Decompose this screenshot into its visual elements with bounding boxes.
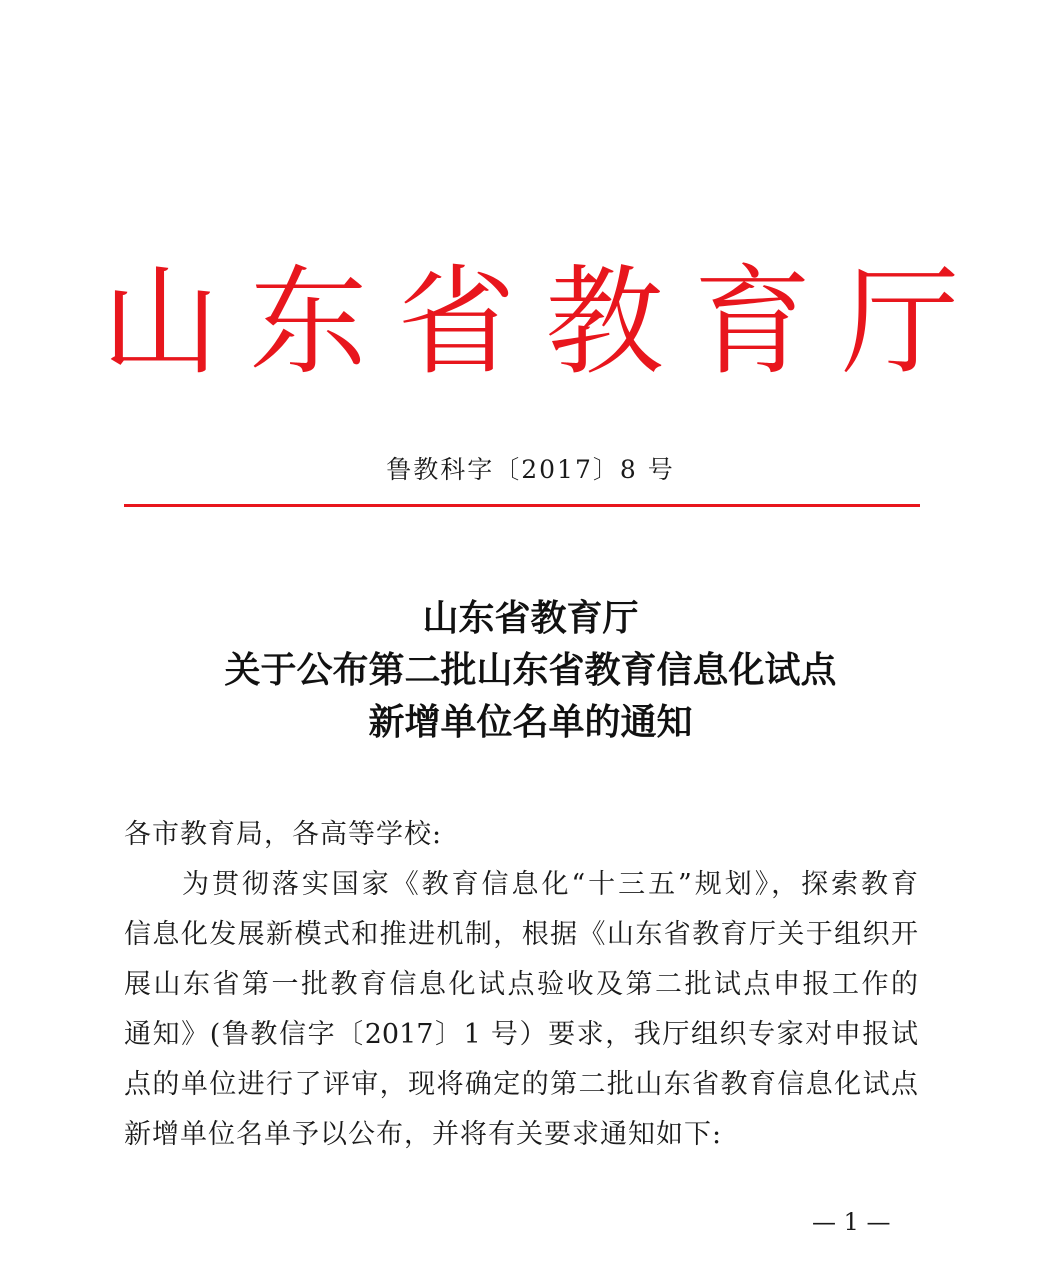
document-number: 鲁教科字〔2017〕8 号 [386, 455, 675, 484]
red-divider-line [124, 504, 920, 507]
paragraph-line: 通知》(鲁教信字〔2017〕1 号）要求，我厅组织专家对申报试 [124, 1019, 918, 1050]
notice-body [124, 810, 924, 1160]
paragraph-line: 为贯彻落实国家《教育信息化“十三五”规划》，探索教育 [182, 869, 918, 900]
notice-title-line-2: 关于公布第二批山东省教育信息化试点 [224, 649, 837, 691]
notice-title-line-1: 山东省教育厅 [422, 597, 639, 639]
paragraph-line: 新增单位名单予以公布，并将有关要求通知如下: [124, 1119, 723, 1150]
salutation: 各市教育局，各高等学校: [124, 819, 443, 850]
masthead-title: 山东省教育厅 [101, 253, 990, 391]
paragraph-line: 展山东省第一批教育信息化试点验收及第二批试点申报工作的 [124, 969, 918, 1000]
page-number: — 1 — [812, 1208, 891, 1236]
notice-title-line-3: 新增单位名单的通知 [368, 701, 693, 743]
notice-title [0, 592, 1061, 748]
paragraph-line: 点的单位进行了评审，现将确定的第二批山东省教育信息化试点 [124, 1069, 918, 1100]
paragraph-line: 信息化发展新模式和推进机制，根据《山东省教育厅关于组织开 [124, 919, 918, 950]
